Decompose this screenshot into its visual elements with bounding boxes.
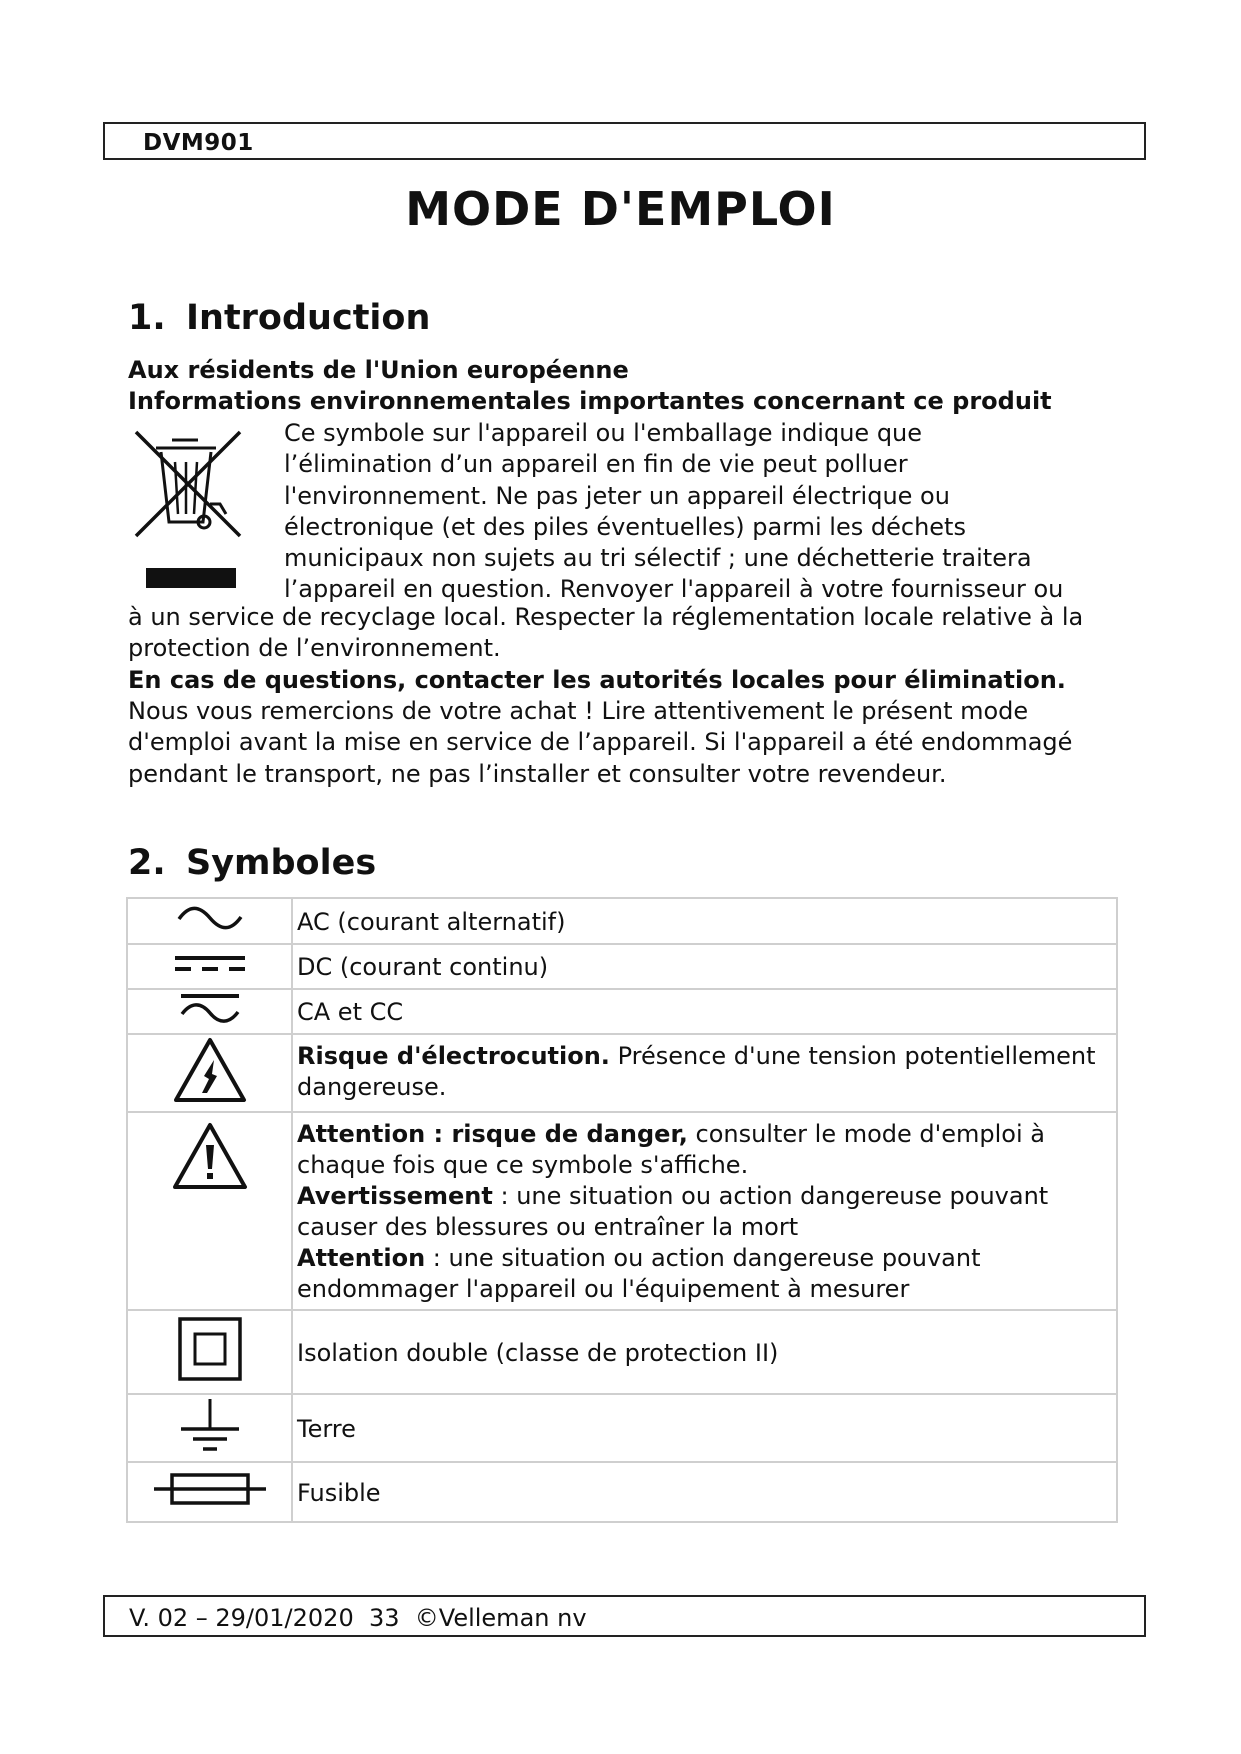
symbol-cell [127, 898, 292, 944]
attention-bold: Attention : risque de danger, [297, 1120, 688, 1148]
weee-line: l’appareil en question. Renvoyer l'appareil à votre fournisseur ou [284, 575, 1064, 604]
warning-triangle-icon [171, 1121, 249, 1191]
ground-description: Terre [292, 1394, 1117, 1462]
table-row [127, 1112, 1117, 1310]
footer-box [103, 1595, 1146, 1637]
env-info-heading: Informations environnementales importantes concernant ce produit [128, 387, 1052, 415]
warning-bold: Avertissement [297, 1182, 493, 1210]
double-insulation-icon [177, 1316, 243, 1382]
warning-text: : une situation ou action dangereuse pouvant causer des blessures ou entraîner la mort [297, 1182, 1049, 1241]
electric-shock-icon [172, 1036, 248, 1104]
section-1-title: Introduction [186, 298, 431, 338]
acdc-description: CA et CC [292, 989, 1117, 1034]
shock-description [292, 1034, 1117, 1112]
weee-line: municipaux non sujets au tri sélectif ; une déchetterie traitera [284, 544, 1032, 573]
footer-text: V. 02 – 29/01/2020 33 ©Velleman nv [129, 1604, 587, 1632]
eu-residents-heading: Aux résidents de l'Union européenne [128, 356, 629, 384]
caution-bold: Attention [297, 1244, 426, 1272]
symbols-table [126, 897, 1118, 1523]
model-name: DVM901 [143, 130, 254, 156]
symbol-cell [127, 944, 292, 989]
weee-line: l'environnement. Ne pas jeter un appareil électrique ou [284, 481, 950, 510]
table-row [127, 989, 1117, 1034]
attention-text: consulter le mode d'emploi à chaque fois que ce symbole s'affiche. [297, 1120, 1045, 1179]
table-row [127, 1462, 1117, 1522]
thanks-paragraph: Nous vous remercions de votre achat ! Lire attentivement le présent mode d'emploi avant la mise en service de l’appareil. Si l'appareil a été endommagé pendant le transport, ne pas l’installer et consulter votre revendeur. [128, 697, 1073, 788]
weee-line: Ce symbole sur l'appareil ou l'emballage indique que [284, 419, 923, 447]
dc-description: DC (courant continu) [292, 944, 1117, 989]
section-1-number: 1. [128, 298, 166, 338]
fuse-icon [152, 1471, 268, 1507]
table-row [127, 1310, 1117, 1394]
warning-paragraph [297, 1181, 1116, 1243]
symbol-cell [127, 1310, 292, 1394]
symbol-cell [127, 1462, 292, 1522]
section-2-title: Symboles [186, 843, 377, 883]
ground-icon [179, 1397, 241, 1453]
header-box [103, 122, 1146, 160]
symbol-cell [127, 989, 292, 1034]
symbol-cell [127, 1034, 292, 1112]
shock-text: Présence d'une tension potentiellement dangereuse. [297, 1042, 1096, 1101]
symbol-cell [127, 1112, 292, 1310]
dc-icon [173, 953, 247, 975]
recycling-continuation: à un service de recyclage local. Respecter la réglementation locale relative à la protection de l’environnement. [128, 603, 1084, 663]
insulation-description: Isolation double (classe de protection II) [292, 1310, 1117, 1394]
weee-crossed-bin-icon [132, 426, 244, 590]
caution-paragraph [297, 1243, 1116, 1305]
ac-dc-icon [179, 992, 241, 1026]
attention-paragraph [297, 1119, 1116, 1181]
weee-text [284, 418, 1124, 606]
section-2-number: 2. [128, 843, 166, 883]
table-row [127, 898, 1117, 944]
weee-line: électronique (et des piles éventuelles) parmi les déchets [284, 512, 966, 541]
table-row [127, 944, 1117, 989]
shock-bold: Risque d'électrocution. [297, 1042, 610, 1070]
ac-wave-icon [175, 905, 245, 931]
document-title: MODE D'EMPLOI [405, 182, 836, 236]
table-row [127, 1394, 1117, 1462]
ac-description: AC (courant alternatif) [292, 898, 1117, 944]
section-1-heading [128, 298, 430, 338]
caution-text: : une situation ou action dangereuse pouvant endommager l'appareil ou l'équipement à mesurer [297, 1244, 981, 1303]
fuse-description: Fusible [292, 1462, 1117, 1522]
table-row [127, 1034, 1117, 1112]
weee-line: l’élimination d’un appareil en fin de vie peut polluer [284, 450, 908, 479]
attention-description [292, 1112, 1117, 1310]
symbol-cell [127, 1394, 292, 1462]
questions-notice: En cas de questions, contacter les autorités locales pour élimination. [128, 666, 1066, 694]
section-2-heading [128, 843, 376, 883]
